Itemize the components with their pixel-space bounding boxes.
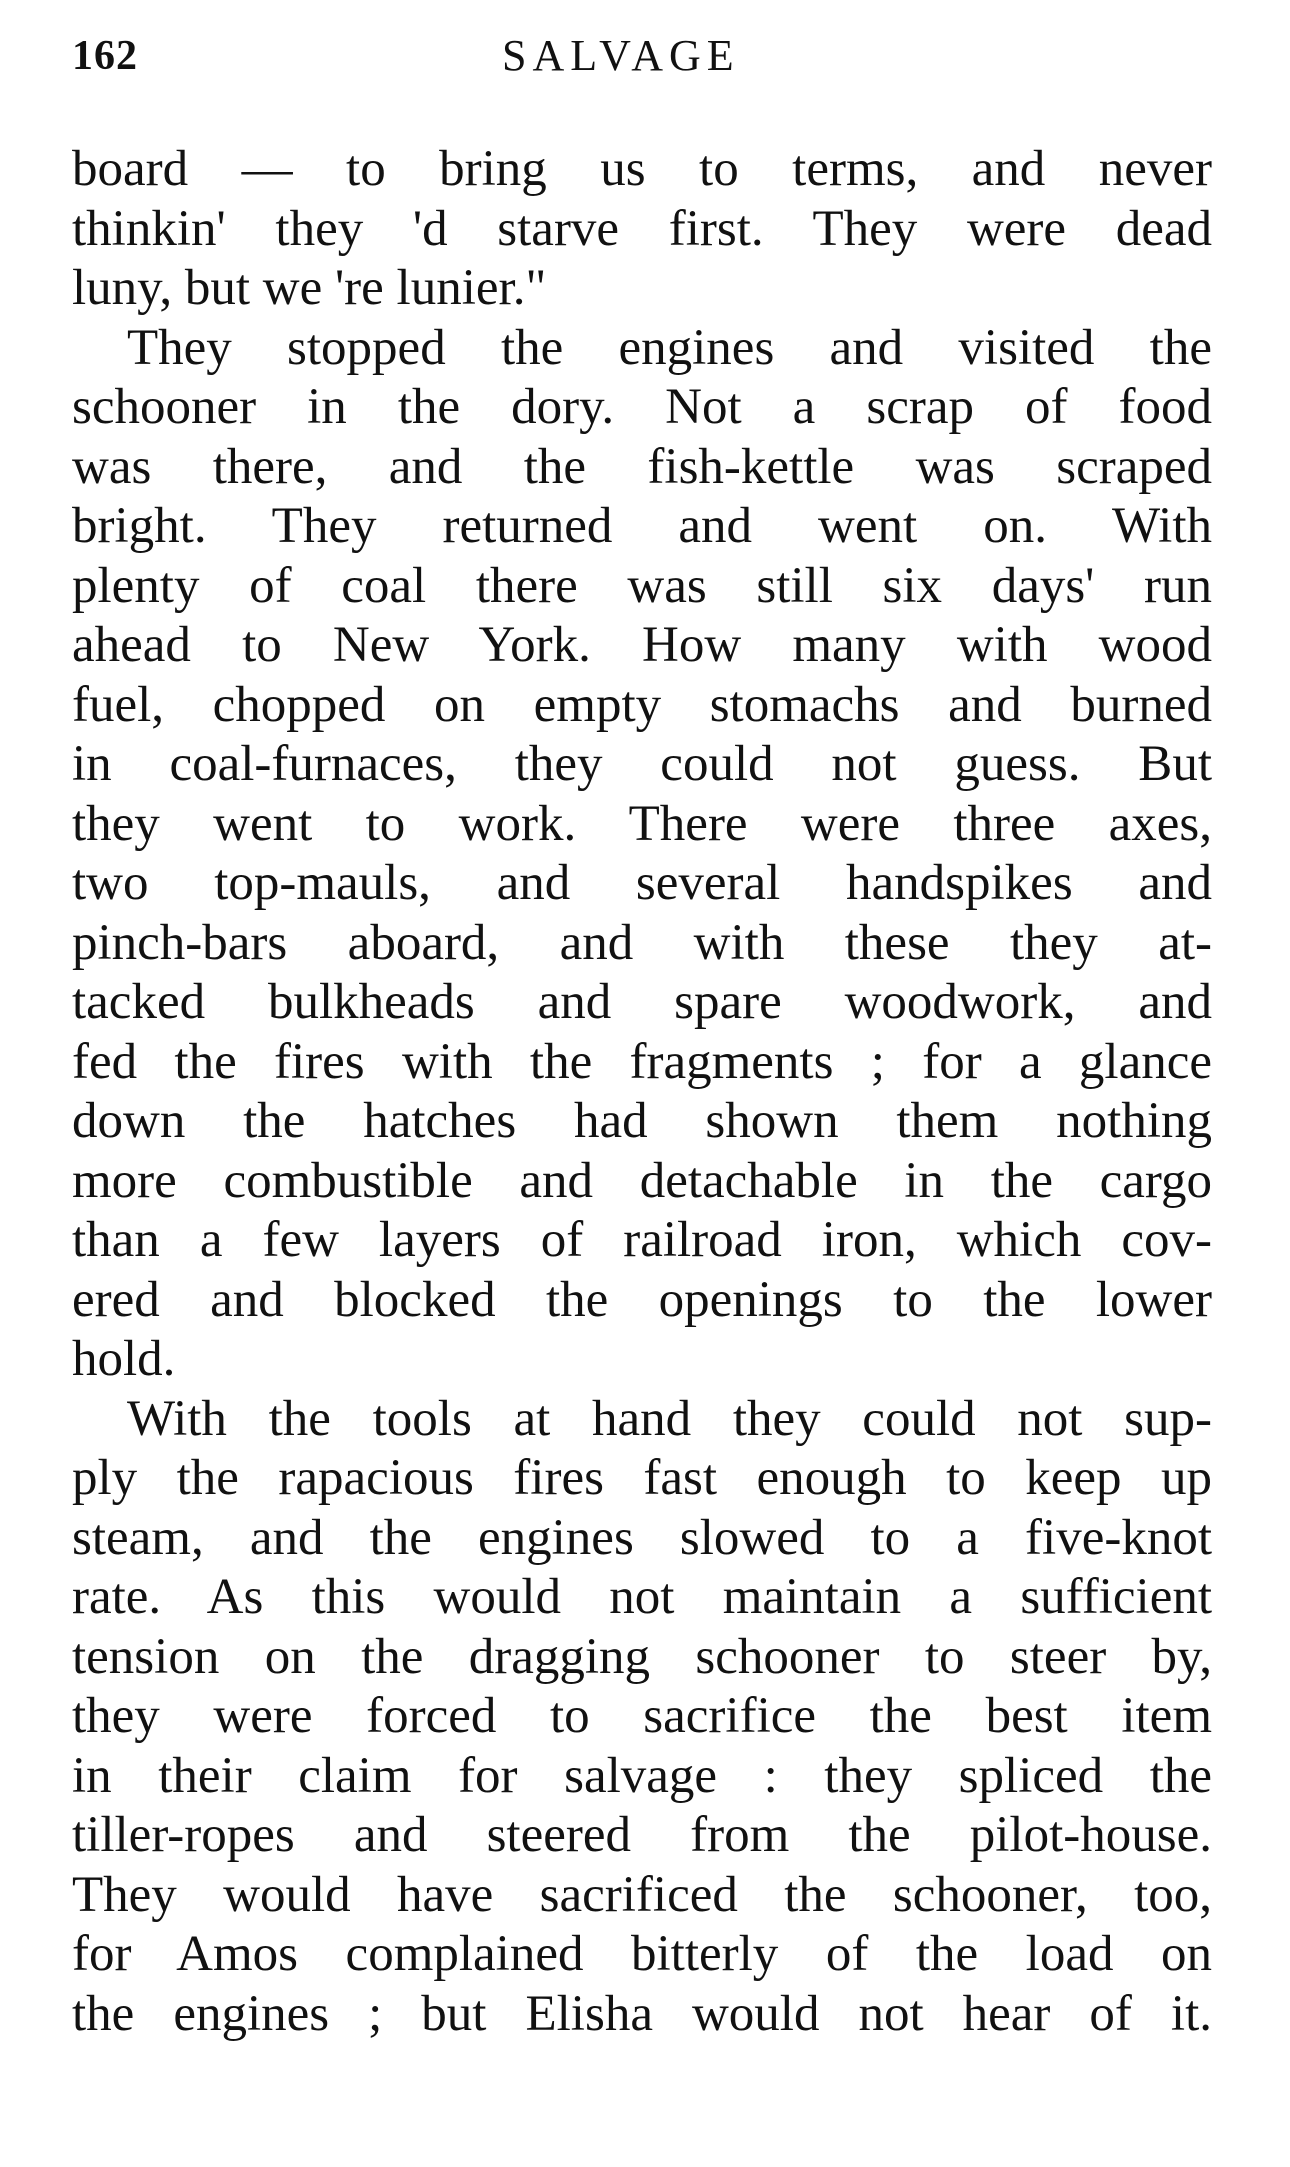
text-line: they went to work. There were three axes, (72, 795, 1212, 852)
text-line: plenty of coal there was still six days' run (72, 557, 1212, 614)
text-line: bright. They returned and went on. With (72, 498, 1212, 554)
text-line: ered and blocked the openings to the lower (72, 1271, 1212, 1328)
page-header (72, 24, 1218, 94)
running-title: SALVAGE (502, 31, 740, 80)
text-line: in coal-furnaces, they could not guess. But (72, 736, 1212, 792)
text-line: pinch-bars aboard, and with these they at- (72, 914, 1212, 971)
text-line: more combustible and detachable in the cargo (72, 1152, 1212, 1209)
body-text (72, 140, 1212, 2044)
text-line: steam, and the engines slowed to a five-knot (72, 1509, 1212, 1566)
text-line: the engines ; but Elisha would not hear of it. (72, 1985, 1212, 2042)
text-line: fuel, chopped on empty stomachs and burned (72, 676, 1212, 733)
text-line: With the tools at hand they could not sup- (127, 1390, 1212, 1447)
page-number: 162 (72, 33, 138, 79)
text-line: they were forced to sacrifice the best item (72, 1688, 1212, 1744)
text-line: two top-mauls, and several handspikes and (72, 855, 1212, 911)
text-line: fed the fires with the fragments ; for a glance (72, 1033, 1212, 1090)
text-line: luny, but we 're lunier." (72, 260, 547, 316)
text-line: tension on the dragging schooner to steer by, (72, 1628, 1212, 1685)
text-line: for Amos complained bitterly of the load on (72, 1926, 1212, 1982)
text-line: They would have sacrificed the schooner, too, (72, 1866, 1212, 1923)
text-line: They stopped the engines and visited the (127, 319, 1212, 376)
text-line: ply the rapacious fires fast enough to keep up (72, 1450, 1212, 1506)
text-line: was there, and the fish-kettle was scraped (72, 438, 1212, 495)
text-line: board — to bring us to terms, and never (72, 141, 1212, 197)
text-line: hold. (72, 1331, 176, 1387)
text-line: tiller-ropes and steered from the pilot-house. (72, 1807, 1212, 1863)
text-line: thinkin' they 'd starve first. They were dead (72, 200, 1212, 257)
text-line: ahead to New York. How many with wood (72, 617, 1212, 673)
text-line: down the hatches had shown them nothing (72, 1093, 1212, 1149)
text-line: rate. As this would not maintain a sufficient (72, 1569, 1212, 1625)
text-line: than a few layers of railroad iron, which cov- (72, 1212, 1212, 1268)
text-line: tacked bulkheads and spare woodwork, and (72, 974, 1212, 1030)
text-line: in their claim for salvage : they spliced the (72, 1747, 1212, 1804)
text-line: schooner in the dory. Not a scrap of food (72, 379, 1212, 435)
